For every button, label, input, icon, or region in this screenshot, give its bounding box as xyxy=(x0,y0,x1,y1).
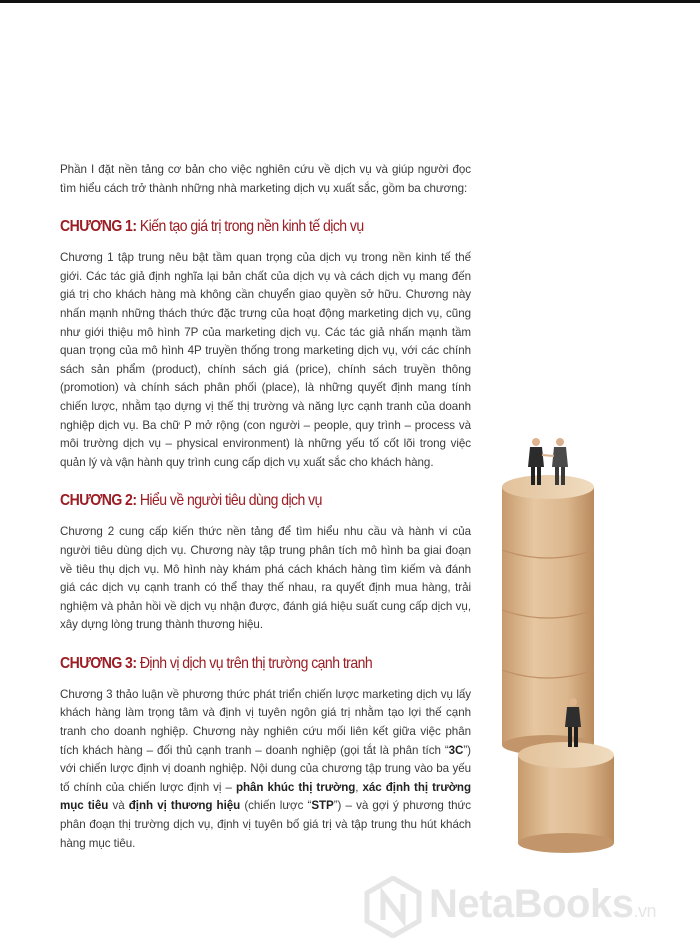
short-wood-block xyxy=(518,742,614,853)
text-run: và xyxy=(108,799,129,813)
bold-term-stp: STP xyxy=(311,799,334,813)
bold-term-positioning: định vị thương hiệu xyxy=(128,799,241,813)
top-border-line xyxy=(0,0,700,3)
chapter-3-section xyxy=(60,655,471,853)
watermark-name: NetaBooks xyxy=(429,882,634,926)
wooden-blocks-illustration xyxy=(490,425,620,855)
text-run: ”) – và gợi ý phương thức phân đoạn thị trường dịch vụ, định vị tuyên bố giá trị và tập trung thu hút khách hàng mục tiêu. xyxy=(60,799,471,850)
chapter-2-label: CHƯƠNG 2: xyxy=(60,492,137,510)
chapter-2-body: Chương 2 cung cấp kiến thức nền tảng để tìm hiểu nhu cầu và hành vi của người tiêu dùng dịch vụ. Chương này tập trung phân tích mô hình ba giai đoạn về tiêu thụ dịch vụ. Mô hình này khám phá cách khách hàng tìm kiếm và đánh giá các dịch vụ cạnh tranh có thể thay thế nhau, ra quyết định mua hàng, trải nghiệm và phản hồi về dịch vụ nhận được, đánh giá hiệu suất cung cấp dịch vụ, xây dựng lòng trung thành thương hiệu. xyxy=(60,525,471,632)
text-run: (chiến lược “ xyxy=(240,799,312,813)
page-content xyxy=(60,161,471,853)
chapter-3-title: Định vị dịch vụ trên thị trường cạnh tranh xyxy=(139,654,373,672)
text-run: Chương 3 thảo luận về phương thức phát triển chiến lược marketing dịch vụ lấy khách hàng làm trọng tâm và định vị tuyên ngôn giá trị nhằm tạo lợi thế cạnh tranh cho doanh nghiệp. Chương này nghiên cứu mối liên kết giữa việc phân tích khách hàng – đối thủ cạnh tranh – doanh nghiệp (gọi tắt là phân tích “ xyxy=(60,687,471,757)
chapter-2-heading xyxy=(60,492,430,510)
tall-wood-column xyxy=(502,475,594,755)
chapter-1-heading xyxy=(60,218,430,236)
text-run: , xyxy=(355,780,363,794)
text-run: ”) với chiến lược định vị doanh nghiệp. Nội dung của chương tập trung vào ba yếu tố chính của chiến lược định vị – xyxy=(60,743,471,794)
chapter-1-title: Kiến tạo giá trị trong nền kinh tế dịch vụ xyxy=(139,218,364,236)
chapter-3-label: CHƯƠNG 3: xyxy=(60,654,137,672)
chapter-2-section xyxy=(60,492,471,635)
bold-term-3c: 3C xyxy=(448,743,464,757)
watermark-text xyxy=(429,882,656,927)
chapter-3-body xyxy=(60,686,471,853)
chapter-3-heading xyxy=(60,655,430,673)
bold-term-segmentation: phân khúc thị trường xyxy=(235,780,356,794)
chapter-1-section xyxy=(60,218,471,472)
chapter-1-label: CHƯƠNG 1: xyxy=(60,218,137,236)
netabooks-watermark xyxy=(363,876,683,940)
chapter-1-body: Chương 1 tập trung nêu bật tầm quan trọng của dịch vụ trong nền kinh tế thế giới. Các tác giả định nghĩa lại bản chất của dịch vụ và cách dịch vụ mang đến giá trị cho khách hàng mà không cần chuyển giao quyền sở hữu. Chương này nhấn mạnh những thách thức đặc trưng của hoạt động marketing dịch vụ, cũng như giới thiệu mô hình 7P của marketing dịch vụ. Các tác giả nhấn mạnh tầm quan trọng của mô hình 4P truyền thống trong marketing dịch vụ, với các chính sách sản phẩm (product), chính sách giá (price), chính sách truyền thông (promotion) và chính sách phân phối (place), là những quyết định mang tính chiến lược, nhằm tạo dựng vị thế thị trường và năng lực cạnh tranh của doanh nghiệp dịch vụ. Ba chữ P mở rộng (con người – people, quy trình – process và môi trường dịch vụ – physical environment) là những yếu tố cốt lõi trong việc quản lý và vận hành quy trình cung cấp dịch vụ xuất sắc cho khách hàng. xyxy=(60,251,471,469)
intro-paragraph: Phần I đặt nền tảng cơ bản cho việc nghiên cứu về dịch vụ và giúp người đọc tìm hiểu cách trở thành những nhà marketing dịch vụ xuất sắc, gồm ba chương: xyxy=(60,163,471,195)
netabooks-logo-icon xyxy=(363,876,423,938)
bold-term-targeting: xác định thị trường mục tiêu xyxy=(60,780,471,813)
watermark-suffix: .vn xyxy=(633,901,656,921)
chapter-2-title: Hiểu về người tiêu dùng dịch vụ xyxy=(139,492,322,510)
